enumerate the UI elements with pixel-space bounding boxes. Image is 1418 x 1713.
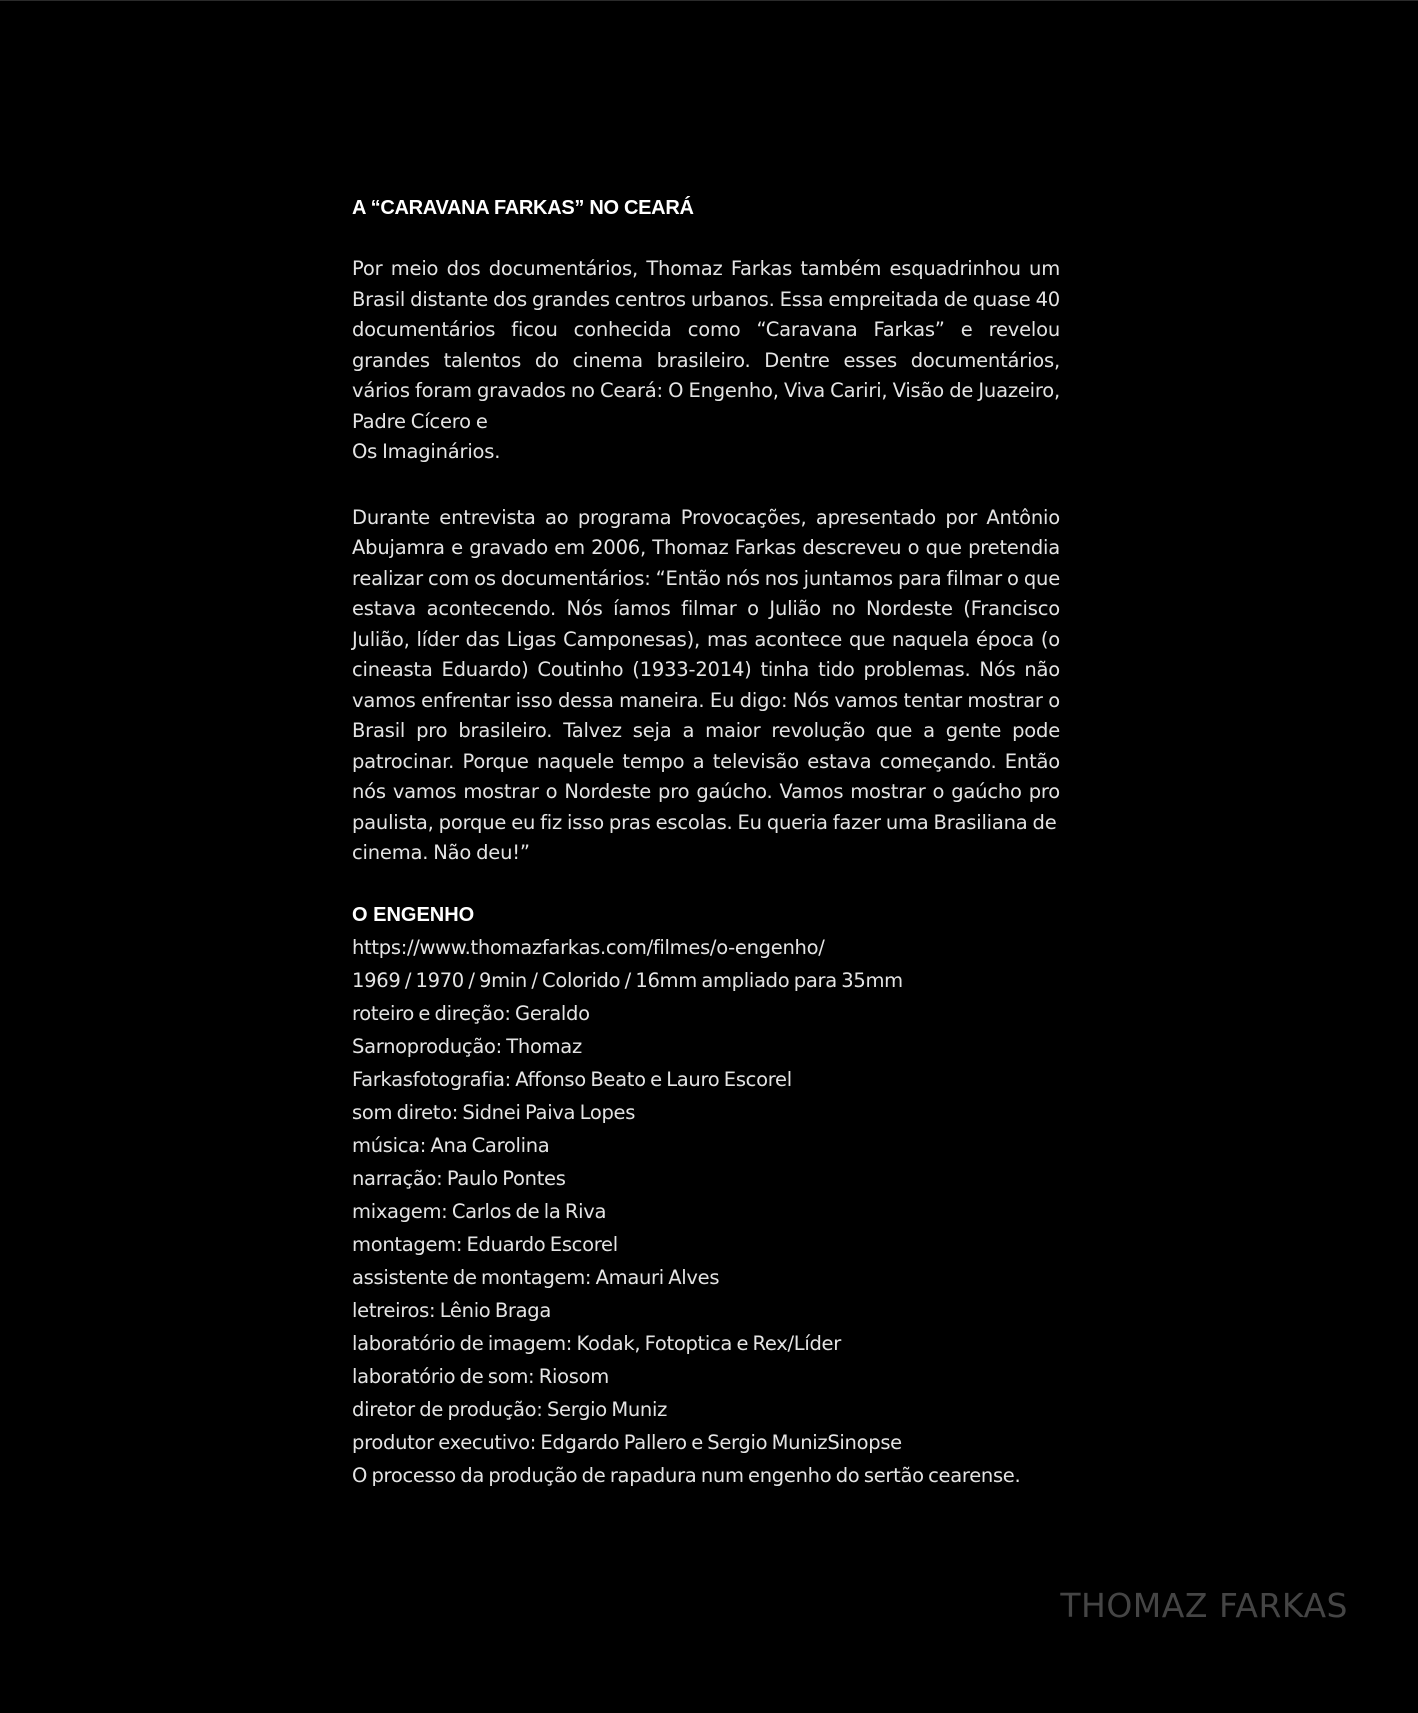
- credit-line: 1969 / 1970 / 9min / Colorido / 16mm ampliado para 35mm: [352, 968, 903, 992]
- section-title: A “CARAVANA FARKAS” NO CEARÁ: [352, 197, 694, 219]
- article-content: [352, 193, 1060, 1492]
- film-title: O ENGENHO: [352, 903, 475, 926]
- credit-line: laboratório de som: Riosom: [352, 1364, 609, 1388]
- credit-line: assistente de montagem: Amauri Alves: [352, 1265, 720, 1289]
- footer-author-name: THOMAZ FARKAS: [1060, 1586, 1348, 1625]
- credit-line: laboratório de imagem: Kodak, Fotoptica e Rex/Líder: [352, 1331, 841, 1355]
- paragraph-interview-body: Durante entrevista ao programa Provocações, apresentado por Antônio Abujamra e gravado em 2006, Thomaz Farkas descreveu o que pretendia realizar com os documentários: “Então nós nos juntamos para filmar o que estava acontecendo. Nós íamos filmar o Julião no Nordeste (Francisco Julião, líder das Ligas Camponesas), mas acontece que naquela época (o cineasta Eduardo) Coutinho (1933-2014) tinha tido problemas. Nós não vamos enfrentar isso dessa maneira. Eu digo: Nós vamos tentar mostrar o Brasil pro brasileiro. Talvez seja a maior revolução que a gente pode patrocinar. Porque naquele tempo a televisão estava começando. Então nós vamos mostrar o Nordeste pro gaúcho. Vamos mostrar o gaúcho pro paulista, porque eu fiz isso pras escolas. Eu queria fazer uma Brasiliana de: [352, 505, 1060, 834]
- paragraph-caravana: [352, 254, 1060, 468]
- credit-line: produtor executivo: Edgardo Pallero e Sergio MunizSinopse: [352, 1430, 902, 1454]
- credit-line: roteiro e direção: Geraldo: [352, 1001, 590, 1025]
- credit-line: letreiros: Lênio Braga: [352, 1298, 552, 1322]
- synopsis-line: O processo da produção de rapadura num engenho do sertão cearense.: [352, 1463, 1021, 1487]
- paragraph-interview-last-line: cinema. Não deu!”: [352, 841, 530, 864]
- paragraph-caravana-last-line: Os Imaginários.: [352, 440, 501, 463]
- paragraph-interview: [352, 503, 1060, 869]
- credit-line: Sarnoprodução: Thomaz: [352, 1034, 582, 1058]
- credit-line: Farkasfotografia: Affonso Beato e Lauro Escorel: [352, 1067, 792, 1091]
- credit-line: mixagem: Carlos de la Riva: [352, 1199, 607, 1223]
- film-credits: [352, 931, 1060, 1492]
- credit-line: música: Ana Carolina: [352, 1133, 550, 1157]
- credit-line: som direto: Sidnei Paiva Lopes: [352, 1100, 636, 1124]
- paragraph-caravana-body: Por meio dos documentários, Thomaz Farkas também esquadrinhou um Brasil distante dos grandes centros urbanos. Essa empreitada de quase 40 documentários ficou conhecida como “Caravana Farkas” e revelou grandes talentos do cinema brasileiro. Dentre esses documentários, vários foram gravados no Ceará: O Engenho, Viva Cariri, Visão de Juazeiro, Padre Cícero e: [352, 257, 1060, 433]
- film-link[interactable]: https://www.thomazfarkas.com/filmes/o-engenho/: [352, 935, 825, 959]
- top-rule: [0, 0, 1418, 1]
- credit-line: narração: Paulo Pontes: [352, 1166, 566, 1190]
- credit-line: montagem: Eduardo Escorel: [352, 1232, 618, 1256]
- credit-line: diretor de produção: Sergio Muniz: [352, 1397, 668, 1421]
